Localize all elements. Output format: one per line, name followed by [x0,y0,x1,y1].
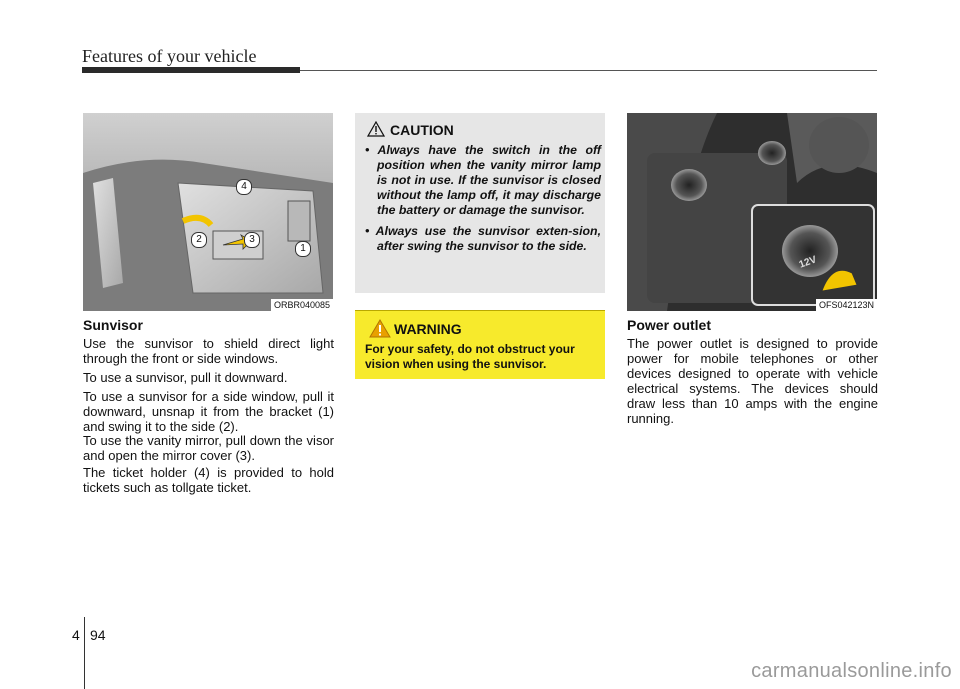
header-rule [300,70,877,71]
callout-2: 2 [191,232,207,248]
watermark[interactable]: carmanualsonline.info [751,660,952,682]
caution-list [365,143,601,260]
callout-1: 1 [295,241,311,257]
sunvisor-paragraph: Use the sunvisor to shield direct light through the front or side windows. [83,336,334,366]
warning-triangle-icon [369,319,391,338]
callout-4: 4 [236,179,252,195]
page-number: 94 [90,627,106,643]
caution-item: • Always use the sunvisor exten-sion, after swing the sunvisor to the side. [365,224,601,253]
warning-box [355,310,605,379]
sunvisor-heading: Sunvisor [83,317,143,333]
caution-item: • Always have the switch in the off position when the vanity mirror lamp is not in use. If the sunvisor is closed without the lamp off, it may discharge the battery or damage the sunvisor. [365,143,601,217]
caution-box [355,113,605,293]
chapter-number: 4 [72,627,80,643]
page-divider [84,617,85,689]
sunvisor-photo [83,113,333,311]
warning-title: WARNING [394,321,462,337]
warning-text: For your safety, do not obstruct your vision when using the sunvisor. [365,342,575,371]
power-outlet-heading: Power outlet [627,317,712,333]
power-outlet-paragraph: The power outlet is designed to provide power for mobile telephones or other devices designed to operate with vehicle electrical systems. The devices should draw less than 10 amps with the engine running. [627,336,878,426]
caution-triangle-icon [367,121,385,137]
header-bar [82,67,300,73]
power-outlet-photo [627,113,877,311]
sunvisor-paragraph: The ticket holder (4) is provided to hold tickets such as tollgate ticket. [83,465,334,495]
caution-title: CAUTION [390,122,454,138]
callout-3: 3 [244,232,260,248]
header-title: Features of your vehicle [82,46,257,66]
sunvisor-paragraph: To use a sunvisor for a side window, pull it downward, unsnap it from the bracket (1) and swing it to the side (2). [83,389,334,434]
image-code: ORBR040085 [271,299,333,311]
sunvisor-paragraph: To use the vanity mirror, pull down the visor and open the mirror cover (3). [83,433,334,463]
sunvisor-paragraph: To use a sunvisor, pull it downward. [83,370,288,385]
image-code: OFS042123N [816,299,877,311]
outlet-12v-label: 12V [797,254,819,271]
